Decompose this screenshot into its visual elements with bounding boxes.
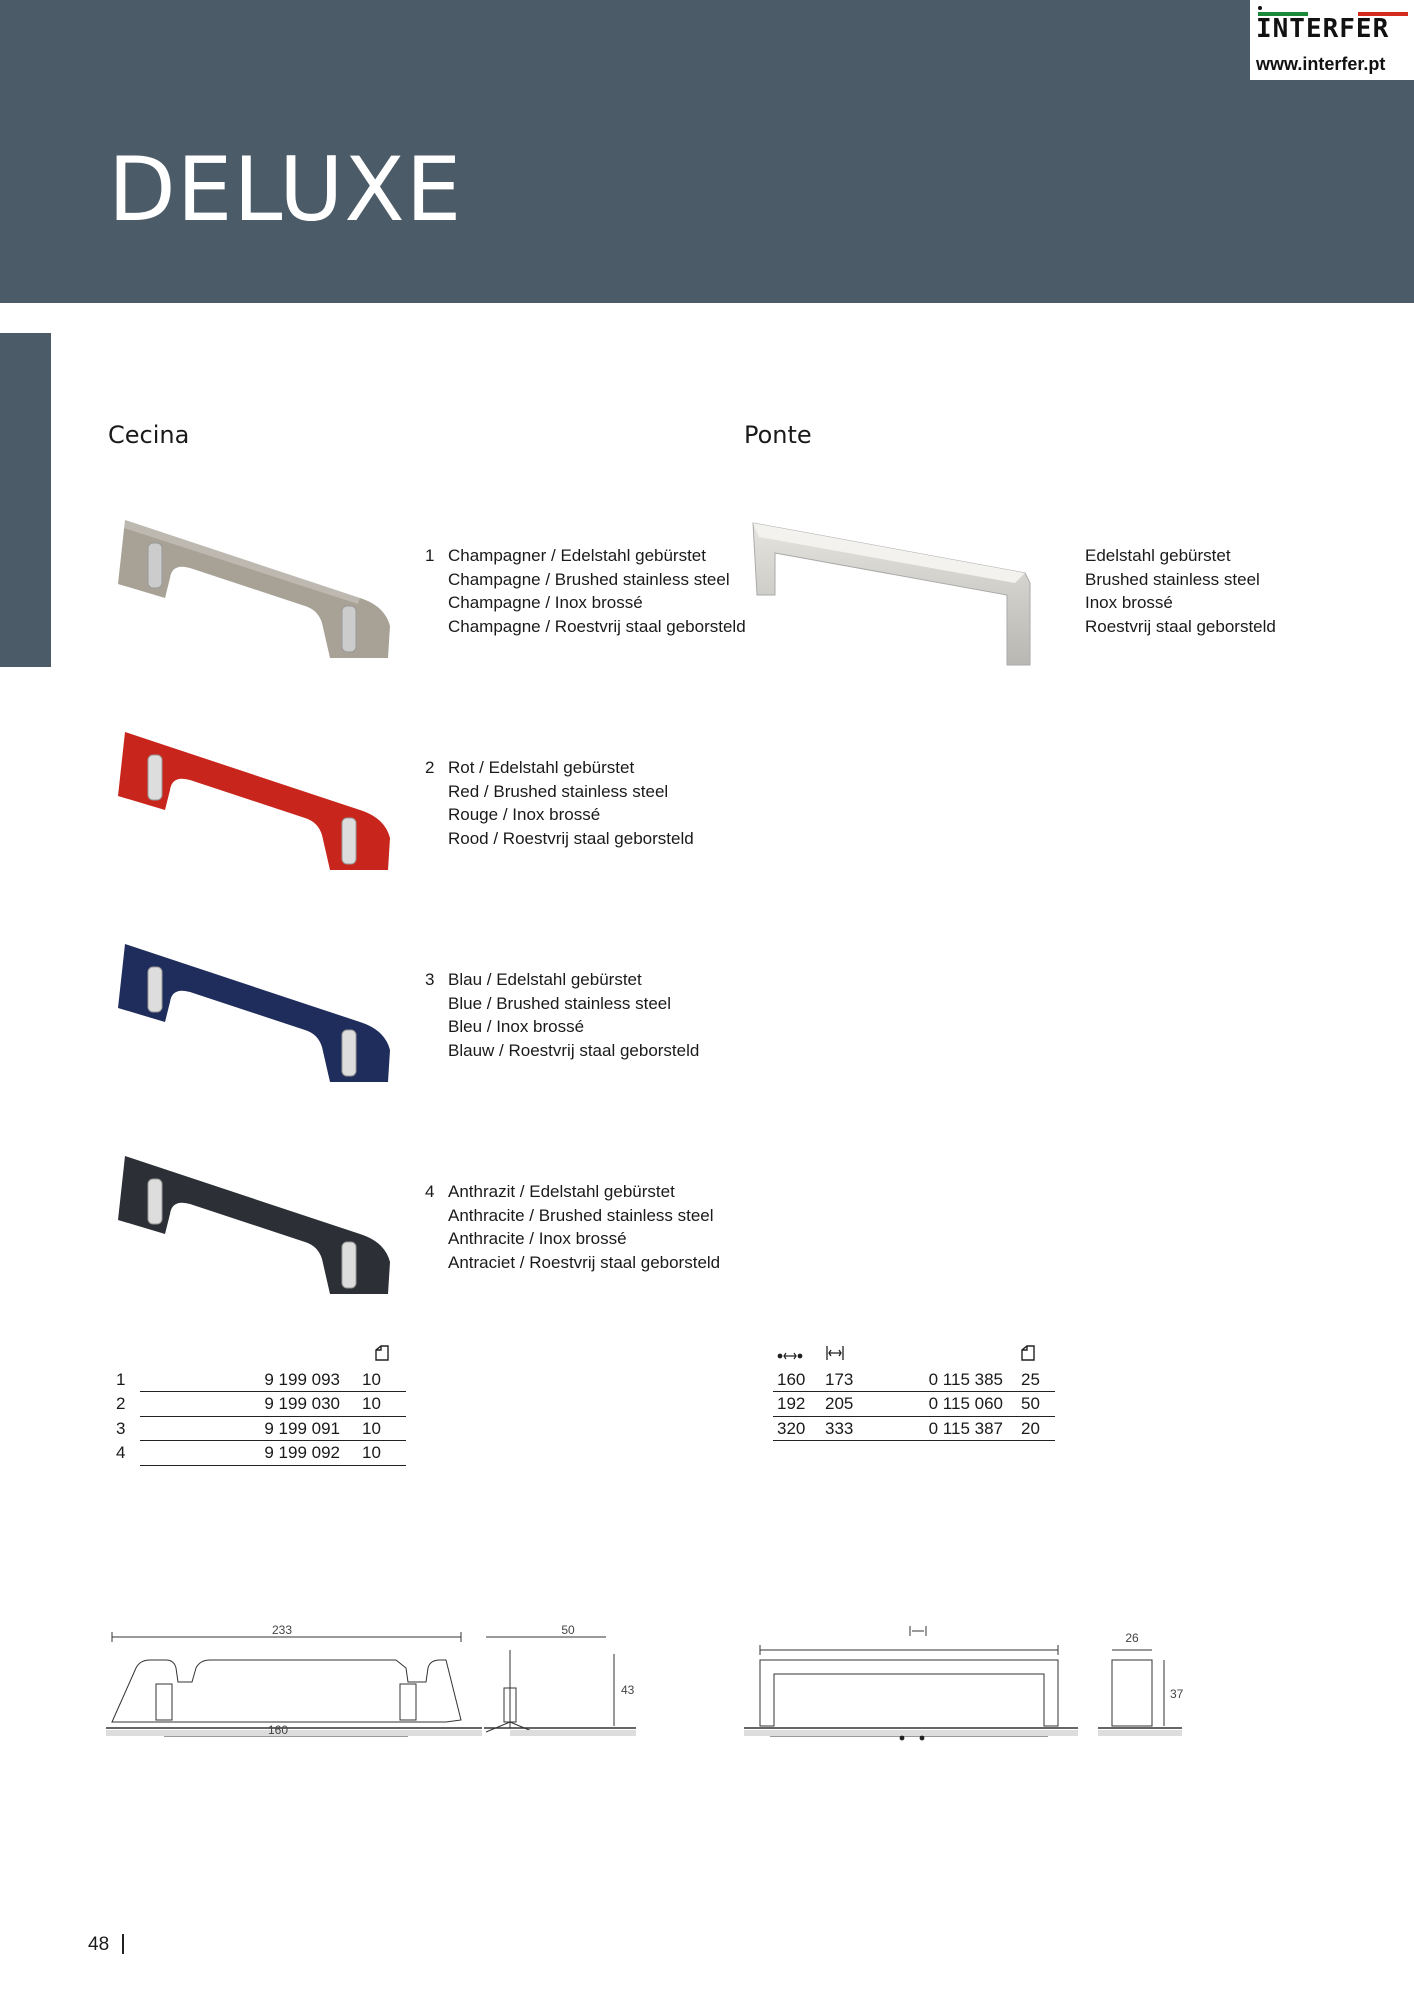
desc-line-de: Champagner / Edelstahl gebürstet: [448, 546, 706, 565]
cecina-variant-4: [425, 1180, 721, 1274]
hole-spacing: 320: [773, 1416, 821, 1441]
ponte-order-table: [773, 1344, 1055, 1441]
ponte-technical-drawing: [742, 1620, 1192, 1750]
desc-line-de: Edelstahl gebürstet: [1085, 546, 1231, 565]
page-title: DELUXE: [108, 138, 463, 241]
interfer-logo: [1250, 0, 1414, 80]
variant-number: 3: [425, 970, 435, 989]
package-icon: [1017, 1344, 1055, 1368]
table-row: [112, 1441, 406, 1466]
dimension-depth: 50: [561, 1623, 575, 1637]
row-number: 4: [116, 1443, 126, 1462]
cecina-variant-3: [425, 968, 700, 1062]
article-code: 9 199 092: [140, 1441, 358, 1466]
hole-spacing: 160: [773, 1368, 821, 1392]
package-qty: 10: [358, 1441, 406, 1466]
dimension-height: 37: [1170, 1687, 1184, 1701]
article-code: 9 199 091: [140, 1416, 358, 1441]
variant-number: 2: [425, 758, 435, 777]
row-number: 3: [116, 1418, 126, 1438]
variant-number: 4: [425, 1182, 435, 1201]
desc-line-fr: Champagne / Inox brossé: [448, 593, 643, 613]
article-code: 0 115 060: [899, 1392, 1017, 1417]
cecina-order-table: [112, 1344, 406, 1466]
desc-line-de: Blau / Edelstahl gebürstet: [448, 970, 642, 989]
desc-line-fr: Anthracite / Inox brossé: [448, 1229, 627, 1249]
desc-line-en: Anthracite / Brushed stainless steel: [448, 1205, 714, 1225]
length-icon: [821, 1344, 899, 1368]
cecina-variant-2: [425, 756, 694, 850]
desc-line-en: Red / Brushed stainless steel: [448, 781, 669, 801]
article-code: 0 115 385: [899, 1368, 1017, 1392]
table-row: [773, 1368, 1055, 1392]
desc-line-en: Blue / Brushed stainless steel: [448, 993, 672, 1013]
package-qty: 50: [1017, 1392, 1055, 1417]
dimension-depth: 26: [1125, 1631, 1139, 1645]
length: 173: [821, 1368, 899, 1392]
length: 205: [821, 1392, 899, 1417]
side-tab: [0, 333, 51, 667]
desc-line-en: Champagne / Brushed stainless steel: [448, 569, 730, 589]
package-qty: 20: [1017, 1416, 1055, 1441]
article-code: 9 199 030: [140, 1392, 358, 1417]
package-qty: 10: [358, 1368, 406, 1392]
page-number: 48: [88, 1934, 110, 1955]
desc-line-nl: Rood / Roestvrij staal geborsteld: [448, 828, 694, 848]
logo-url: www.interfer.pt: [1256, 54, 1386, 74]
desc-line-de: Anthrazit / Edelstahl gebürstet: [448, 1182, 675, 1201]
row-number: 1: [116, 1369, 126, 1389]
desc-line-fr: Inox brossé: [1085, 593, 1173, 613]
desc-line-fr: Rouge / Inox brossé: [448, 805, 601, 825]
dimension-height: 43: [621, 1683, 635, 1697]
ponte-handle-image: [745, 515, 1035, 675]
dimension-length: 233: [271, 1623, 293, 1637]
ponte-description: [1085, 544, 1276, 638]
page-number-divider: [122, 1934, 124, 1954]
desc-line-de: Rot / Edelstahl gebürstet: [448, 758, 635, 777]
table-row: [112, 1392, 406, 1417]
article-code: 9 199 093: [140, 1368, 358, 1392]
package-icon: [358, 1344, 406, 1368]
table-row: [773, 1392, 1055, 1417]
section-title-ponte: Ponte: [744, 421, 812, 449]
cecina-handle-image-2: [110, 720, 400, 880]
table-row: [773, 1416, 1055, 1441]
cecina-handle-image-1: [110, 508, 400, 668]
header-band: [0, 0, 1414, 303]
package-qty: 25: [1017, 1368, 1055, 1392]
desc-line-en: Brushed stainless steel: [1085, 569, 1260, 589]
desc-line-nl: Antraciet / Roestvrij staal geborsteld: [448, 1252, 721, 1272]
cecina-handle-image-4: [110, 1144, 400, 1304]
row-number: 2: [116, 1394, 126, 1413]
cecina-technical-drawing: [106, 1620, 646, 1750]
package-qty: 10: [358, 1392, 406, 1417]
desc-line-nl: Champagne / Roestvrij staal geborsteld: [448, 616, 746, 636]
package-qty: 10: [358, 1416, 406, 1441]
variant-number: 1: [425, 546, 435, 565]
cecina-variant-1: [425, 544, 746, 638]
table-row: [112, 1368, 406, 1392]
cecina-handle-image-3: [110, 932, 400, 1092]
desc-line-fr: Bleu / Inox brossé: [448, 1017, 585, 1037]
desc-line-nl: Blauw / Roestvrij staal geborsteld: [448, 1040, 700, 1060]
table-row: [112, 1416, 406, 1441]
desc-line-nl: Roestvrij staal geborsteld: [1085, 616, 1276, 636]
logo-brand: INTERFER: [1256, 14, 1390, 44]
length: 333: [821, 1416, 899, 1441]
article-code: 0 115 387: [899, 1416, 1017, 1441]
hole-spacing: 192: [773, 1392, 821, 1417]
hole-spacing-icon: [773, 1344, 821, 1368]
section-title-cecina: Cecina: [108, 421, 190, 449]
dimension-spacing: 160: [267, 1723, 289, 1737]
